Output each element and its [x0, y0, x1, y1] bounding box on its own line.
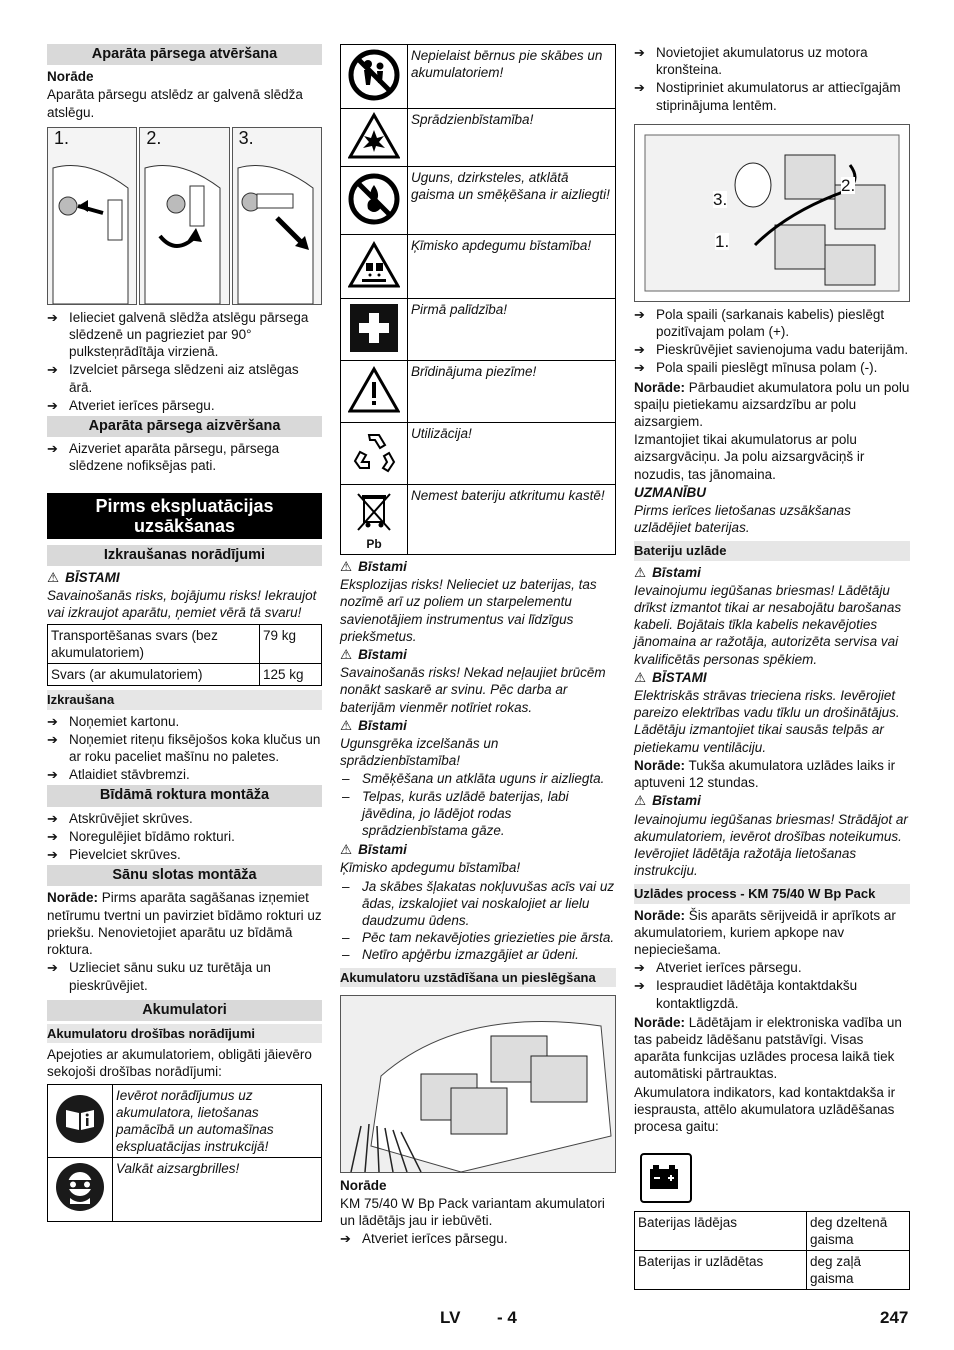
danger-text: Ievainojumu iegūšanas briesmas! Strādājot ar akumulatoriem, ievērot drošības noteikumus. Ievērojiet lādētāja ražotāja lietošanas instrukciju. — [634, 811, 908, 879]
table-cell: 125 kg — [260, 664, 322, 686]
list-item: ➔ Izvelciet pārsega slēdzeni aiz atslēgas ārā. — [47, 361, 322, 395]
subheading-charging: Bateriju uzlāde — [634, 541, 910, 560]
wiring-steps — [634, 306, 910, 377]
list-item: ➔ Pievelciet skrūves. — [47, 846, 322, 863]
note-text: Šis aparāts sērijveidā ir aprīkots ar akumulatoriem, kuriem apkope nav nepieciešama. — [634, 907, 896, 957]
figure-label: 3. — [713, 189, 728, 209]
handle-steps-list — [47, 810, 322, 864]
table-cell — [341, 361, 408, 423]
list-item: ➔ Novietojiet akumulatorus uz motora kronšteina. — [634, 44, 910, 78]
list-item: – Netīro apģērbu izmazgājiet ar ūdeni. — [340, 946, 616, 963]
subheading-battery-install: Akumulatoru uzstādīšana un pieslēgšana — [340, 968, 616, 987]
table-cell — [48, 1084, 113, 1157]
table-cell — [341, 167, 408, 235]
figure-step-label: 2. — [146, 127, 162, 148]
danger-label: ⚠ Bīstami — [634, 792, 910, 809]
table-cell: Brīdinājuma piezīme! — [408, 361, 616, 423]
table-row — [48, 664, 322, 686]
key-insert-illustration — [48, 128, 136, 304]
note-label: Norāde — [340, 1177, 387, 1193]
list-item: ➔ Atlaidiet stāvbremzi. — [47, 766, 322, 783]
table-row — [48, 1157, 322, 1221]
table-row — [341, 167, 616, 235]
figure-step-label: 3. — [238, 127, 254, 148]
table-row — [341, 45, 616, 109]
figure-step-1 — [47, 127, 137, 305]
battery-indicator-symbol — [640, 1153, 692, 1203]
table-cell: deg zaļā gaisma — [807, 1251, 910, 1290]
danger-label: ⚠ BĪSTAMI — [634, 669, 910, 686]
heading-close-cover: Aparāta pārsega aizvēršana — [47, 416, 322, 437]
battery-warnings — [340, 558, 616, 964]
table-cell: Utilizācija! — [408, 423, 616, 485]
note-text: Pirms aparāta sagāšanas izņemiet netīrumu tvertni un pavirziet bīdāmo rokturi uz priekšu. Nenovietojiet aparātu uz bīdāmā roktura. — [47, 890, 322, 958]
maintenance-free-note — [634, 907, 910, 959]
close-steps-list — [47, 440, 322, 474]
table-cell — [341, 45, 408, 109]
subheading-charging-process: Uzlādes process - KM 75/40 W Bp Pack — [634, 884, 910, 903]
table-cell — [341, 235, 408, 299]
battery-mount-steps — [634, 44, 910, 114]
lead-label: Pb — [366, 536, 382, 551]
battery-compartment-illustration — [341, 996, 615, 1172]
pole-note — [634, 379, 910, 431]
danger-label: ⚠ Bīstami — [340, 841, 616, 858]
list-item: ➔ Pola spaili pieslēgt mīnusa polam (-). — [634, 359, 910, 376]
footer-page-number: 247 — [880, 1308, 909, 1327]
danger-text: Elektriskās strāvas trieciena risks. Ievērojiet pareizo elektrības vadu tīklu un drošinātājus. Lādētāju izmantojiet tikai sausās telpās ar pietiekamu ventilāciju. — [634, 688, 900, 755]
note-label: Norāde: — [47, 890, 99, 906]
figure-open-steps — [47, 127, 322, 305]
charging-steps — [634, 959, 910, 1012]
table-row — [635, 1212, 910, 1251]
table-cell: Transportēšanas svars (bez akumulatoriem) — [48, 625, 260, 664]
charge-time-note — [634, 757, 910, 791]
first-aid-icon — [349, 303, 399, 353]
table-row — [341, 361, 616, 423]
table-cell — [341, 109, 408, 167]
side-note — [47, 889, 322, 958]
install-steps-list — [340, 1230, 616, 1247]
table-row — [48, 625, 322, 664]
pole-cap-note: Izmantojiet tikai akumulatorus ar polu aizsargvāciņu. Ja polu aizsargvāciņš ir nozudis, tas jānomaina. — [634, 432, 865, 482]
battery-wiring-illustration — [635, 125, 909, 301]
danger-label: ⚠ Bīstami — [634, 564, 910, 581]
danger-label: ⚠ BĪSTAMI — [47, 569, 322, 586]
list-item: ➔ Aizveriet aparāta pārsegu, pārsega slēdzene nofiksējas pati. — [47, 440, 322, 474]
warning-icon — [348, 366, 400, 414]
key-turn-illustration — [140, 128, 228, 304]
list-item: – Pēc tam nekavējoties griezieties pie ārsta. — [340, 929, 616, 946]
column-right — [634, 44, 910, 1290]
list-item: ➔ Atveriet ierīces pārsegu. — [47, 397, 322, 414]
unload-steps-list — [47, 713, 322, 784]
no-fire-icon — [348, 173, 400, 225]
crossed-bin-icon — [354, 490, 394, 534]
danger-text: Ievainojumu iegūšanas briesmas! Lādētāju drīkst izmantot tikai ar nesabojātu barošanas kabeli. Bojātais tīkla kabelis nekavējoties jānomaina ar ražotāja, autorizēta servisa vai kvalificētās personas spēkiem. — [634, 582, 902, 667]
chapter-title: Pirms ekspluatācijas uzsākšanas — [47, 493, 322, 539]
table-cell: Valkāt aizsargbrilles! — [113, 1157, 322, 1221]
table-cell: Ķīmisko apdegumu bīstamība! — [408, 235, 616, 299]
list-item: ➔ Ielieciet galvenā slēdža atslēgu pārsega slēdzenē un pagrieziet par 90° pulksteņrādītāja virzienā. — [47, 309, 322, 361]
chemical-risk-list — [340, 878, 616, 964]
list-item: ➔ Noņemiet kartonu. — [47, 713, 322, 730]
table-row — [48, 1084, 322, 1157]
list-item: ➔ Noņemiet riteņu fiksējošos koka klučus un ar roku paceliet mašīnu no paletes. — [47, 731, 322, 765]
table-row — [341, 299, 616, 361]
corrosive-icon — [348, 241, 400, 289]
table-cell: Pirmā palīdzība! — [408, 299, 616, 361]
list-item: ➔ Nostipriniet akumulatorus ar attiecīgajām stiprinājuma lentēm. — [634, 79, 910, 113]
note-label: Norāde: — [634, 1014, 686, 1030]
list-item: ➔ Noregulējiet bīdāmo rokturi. — [47, 828, 322, 845]
battery-intro: Apejoties ar akumulatoriem, obligāti jāievēro sekojoši drošības norādījumi: — [47, 1047, 312, 1080]
table-row — [341, 235, 616, 299]
key-pull-illustration — [233, 128, 321, 304]
explosion-icon — [348, 112, 400, 160]
list-item: – Smēķēšana un atklāta uguns ir aizliegta. — [340, 770, 616, 787]
note-text: Aparāta pārsegu atslēdz ar galvenā slēdža atslēgu. — [47, 87, 303, 120]
figure-step-3 — [232, 127, 322, 305]
column-left — [47, 44, 322, 1222]
fire-risk-list — [340, 770, 616, 839]
danger-text: Ugunsgrēka izcelšanās un sprādzienbīstamība! — [340, 736, 499, 769]
read-manual-icon — [55, 1094, 105, 1144]
list-item: ➔ Atveriet ierīces pārsegu. — [340, 1230, 616, 1247]
figure-label: 1. — [715, 231, 730, 251]
table-cell: Uguns, dzirksteles, atklātā gaisma un smēķēšana ir aizliegti! — [408, 167, 616, 235]
goggles-icon — [55, 1162, 105, 1212]
no-children-icon — [348, 49, 400, 101]
figure-step-2 — [139, 127, 229, 305]
note-label: Norāde: — [634, 757, 686, 773]
charger-note — [634, 1014, 910, 1083]
charging-status-table — [634, 1211, 910, 1290]
note-text: KM 75/40 W Bp Pack variantam akumulatori un lādētājs jau ir iebūvēti. — [340, 1196, 605, 1229]
heading-handle-mount: Bīdāmā roktura montāža — [47, 785, 322, 806]
note-label: Norāde: — [634, 907, 686, 923]
list-item: ➔ Atveriet ierīces pārsegu. — [634, 959, 910, 976]
table-cell: Nepielaist bērnus pie skābes un akumulatoriem! — [408, 45, 616, 109]
note-text: Pārbaudiet akumulatora polu un polu spaiļu pietiekamu aizsardzību ar polu aizsargiem. — [634, 379, 910, 430]
table-row — [341, 485, 616, 555]
danger-label: ⚠ Bīstami — [340, 558, 616, 575]
list-item: ➔ Iespraudiet lādētāja kontaktdakšu kontaktligzdā. — [634, 977, 910, 1011]
table-cell — [48, 1157, 113, 1221]
list-item: – Ja skābes šļakatas nokļuvušas acīs vai uz ādas, izskalojiet vai noskalojiet ar lielu daudzumu ūdens. — [340, 878, 616, 930]
subheading-battery-safety: Akumulatoru drošības norādījumi — [47, 1024, 322, 1043]
footer-local-page: - 4 — [497, 1308, 517, 1327]
note-text: Tukša akumulatora uzlādes laiks ir aptuveni 12 stundas. — [634, 757, 896, 791]
safety-symbols-table-2 — [340, 44, 616, 555]
table-row — [341, 109, 616, 167]
heading-side-broom: Sānu slotas montāža — [47, 865, 322, 886]
note-label: Norāde — [47, 69, 94, 85]
caution-text: Pirms ierīces lietošanas uzsākšanas uzlādējiet baterijas. — [634, 503, 851, 536]
recycle-icon — [349, 427, 399, 477]
heading-unloading: Izkraušanas norādījumi — [47, 545, 322, 566]
note-label: Norāde: — [634, 379, 686, 395]
figure-battery-wiring — [634, 124, 910, 302]
figure-label: 2. — [841, 175, 856, 195]
list-item: ➔ Pola spaili (sarkanais kabelis) pieslēgt pozitīvajam polam (+). — [634, 306, 910, 340]
danger-text: Savainošanās risks, bojājumu risks! Iekraujot vai izkraujot aparātu, ņemiet vērā tā svaru! — [47, 588, 317, 621]
table-cell: Svars (ar akumulatoriem) — [48, 664, 260, 686]
danger-text: Ķīmisko apdegumu bīstamība! — [340, 860, 521, 876]
danger-text: Eksplozijas risks! Nelieciet uz baterijas, tas nozīmē arī uz poliem un starpelementu savienotājiem instrumentus vai līdzīgus priekšmetus. — [340, 577, 597, 644]
subheading-unloading: Izkraušana — [47, 690, 322, 709]
danger-label: ⚠ Bīstami — [340, 717, 616, 734]
safety-symbols-table-1 — [47, 1084, 322, 1222]
caution-label: UZMANĪBU — [634, 484, 706, 500]
table-cell: deg dzeltenā gaisma — [807, 1212, 910, 1251]
heading-open-cover: Aparāta pārsega atvēršana — [47, 44, 322, 65]
table-cell — [341, 299, 408, 361]
footer-language: LV — [440, 1308, 461, 1327]
list-item: ➔ Uzlieciet sānu suku uz turētāja un pieskrūvējiet. — [47, 959, 322, 993]
column-middle — [340, 44, 616, 1250]
open-steps-list — [47, 309, 322, 414]
table-cell: Baterijas ir uzlādētas — [635, 1251, 807, 1290]
figure-step-label: 1. — [54, 127, 70, 148]
table-cell: Baterijas lādējas — [635, 1212, 807, 1251]
table-cell: Sprādzienbīstamība! — [408, 109, 616, 167]
heading-batteries: Akumulatori — [47, 1000, 322, 1021]
note-text: Lādētājam ir elektroniska vadība un tas pabeidz lādēšanu patstāvīgi. Visas aparāta funkcijas uzlādes procesa laikā tiek automātiski pārtrauktas. — [634, 1014, 902, 1082]
table-cell: Nemest bateriju atkritumu kastē! — [408, 485, 616, 555]
danger-label: ⚠ Bīstami — [340, 646, 616, 663]
figure-battery-compartment — [340, 995, 616, 1173]
table-cell — [341, 485, 408, 555]
list-item: ➔ Atskrūvējiet skrūves. — [47, 810, 322, 827]
table-cell: Ievērot norādījumus uz akumulatora, lietošanas pamācībā un automašīnas ekspluatācijas instrukcijā! — [113, 1084, 322, 1157]
battery-icon — [642, 1155, 686, 1197]
side-steps-list — [47, 959, 322, 993]
table-row — [341, 423, 616, 485]
indicator-note: Akumulatora indikators, kad kontaktdakša ir iesprausta, attēlo akumulatora uzlādēšanas procesa gaitu: — [634, 1084, 896, 1134]
danger-text: Savainošanās risks! Nekad neļaujiet brūcēm nonākt saskarē ar svinu. Pēc darba ar baterijām vienmēr notīriet rokas. — [340, 665, 606, 715]
weights-table — [47, 624, 322, 686]
list-item: – Telpas, kurās uzlādē baterijas, labi jāvēdina, jo lādējot rodas sprādzienbīstama gāze. — [340, 788, 616, 840]
table-row — [635, 1251, 910, 1290]
table-cell — [341, 423, 408, 485]
table-cell: 79 kg — [260, 625, 322, 664]
list-item: ➔ Pieskrūvējiet savienojuma vadu baterijām. — [634, 341, 910, 358]
